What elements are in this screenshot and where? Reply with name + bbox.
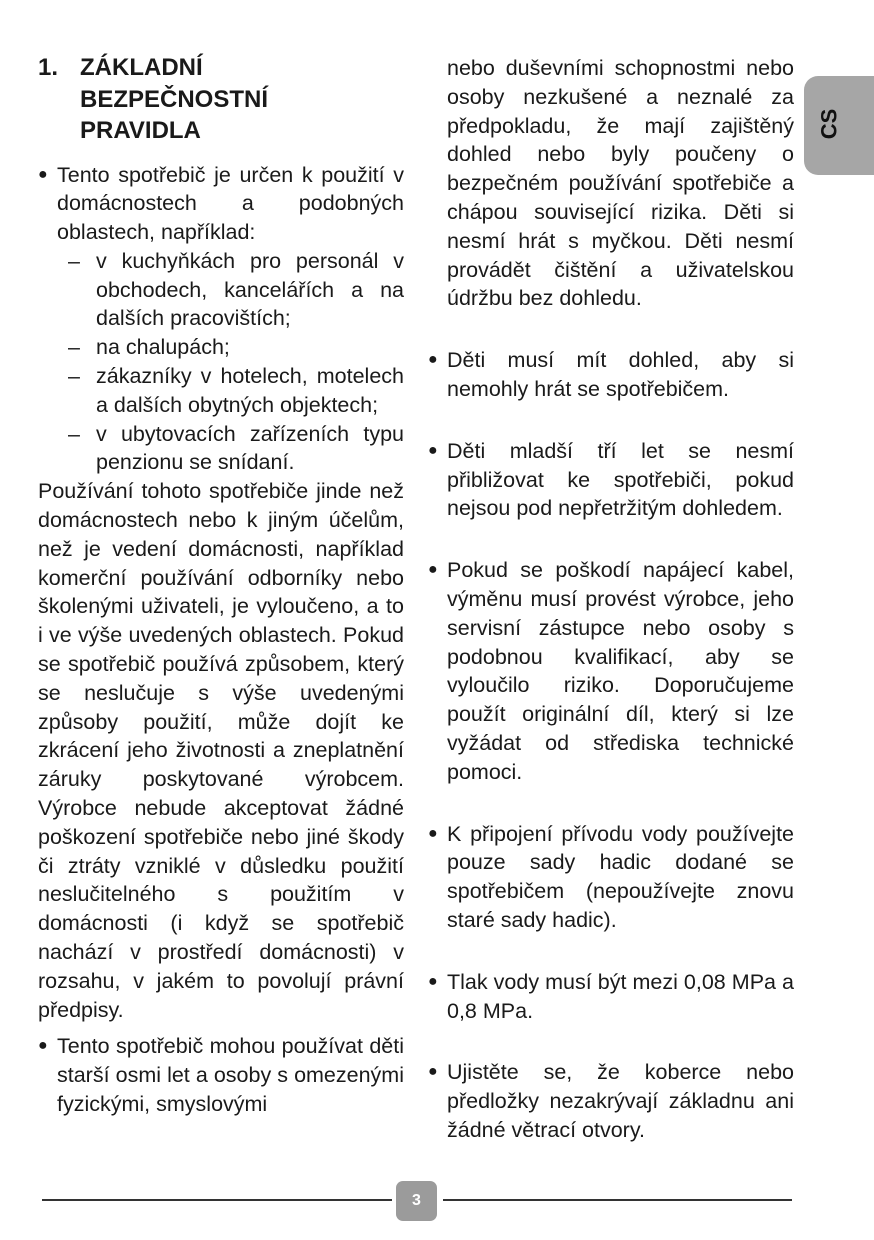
right-column: [428, 54, 794, 1145]
section-number: 1.: [38, 54, 59, 81]
language-tab: [804, 76, 874, 175]
bullet-item: [38, 1032, 404, 1118]
bullet-item: ● Tlak vody musí být mezi 0,08 MPa a 0,8 MPa.: [428, 968, 794, 1026]
dash-item: – v kuchyňkách pro personál v obchodech, kancelářích a na dalších pracovištích;: [96, 247, 404, 333]
footer-divider-left: [42, 1199, 392, 1201]
bullet-item: ● Ujistěte se, že koberce nebo předložky nezakrývají základnu ani žádné větrací otvory.: [428, 1058, 794, 1144]
bullet-text: ● Tento spotřebič mohou používat děti starší osmi let a osoby s omezenými fyzickými, smyslovými: [57, 1034, 404, 1116]
bullet-text: ● Tento spotřebič je určen k použití v domácnostech a podobných oblastech, například:: [57, 162, 404, 245]
section-title: [80, 52, 268, 147]
language-tab-label: CS: [816, 108, 842, 140]
dash-list: [38, 247, 404, 477]
dash-item: – zákazníky v hotelech, motelech a dalších obytných objektech;: [96, 362, 404, 420]
section-heading: [38, 52, 404, 147]
footer-divider-right: [443, 1199, 792, 1201]
section-title-line: BEZPEČNOSTNÍ: [80, 85, 269, 113]
section-title-line: PRAVIDLA: [80, 117, 201, 144]
body-paragraph: Používání tohoto spotřebiče jinde než domácnostech nebo k jiným účelům, než je vedení domácnosti, například komerční používání odborníky nebo školenými uživateli, je vyloučeno, a to i ve výše uvedených oblastech. Pokud se spotřebič používá způsobem, který se neslučuje s výše uvedenými způsoby použití, může dojít ke zkrácení jeho životnosti a zneplatnění záruky poskytované výrobcem. Výrobce nebude akceptovat žádné poškození spotřebiče nebo jiné škody či ztráty vzniklé v důsledku použití neslučitelného s použitím v domácnosti (i když se spotřebič nachází v prostředí domácnosti) v rozsahu, v jakém to povolují právní předpisy.: [38, 479, 404, 1022]
bullet-item: ● Děti mladší tří let se nesmí přibližovat ke spotřebiči, pokud nejsou pod nepřetržitým dohledem.: [428, 437, 794, 523]
dash-item: – na chalupách;: [96, 333, 404, 362]
bullet-item: ● Děti musí mít dohled, aby si nemohly hrát se spotřebičem.: [428, 346, 794, 404]
page-number: 3: [396, 1181, 437, 1221]
section-title-line: ZÁKLADNÍ: [80, 54, 203, 81]
dash-item: – v ubytovacích zařízeních typu penzionu se snídaní.: [96, 420, 404, 478]
bullet-item: ● K připojení přívodu vody používejte pouze sady hadic dodané se spotřebičem (nepoužívejte znovu staré sady hadic).: [428, 820, 794, 935]
bullet-item: ● Pokud se poškodí napájecí kabel, výměnu musí provést výrobce, jeho servisní zástupce nebo osoby s podobnou kvalifikací, aby se vyloučilo riziko. Doporučujeme použít originální díl, který si lze vyžádat od střediska technické pomoci.: [428, 556, 794, 786]
continued-text: nebo duševními schopnostmi nebo osoby nezkušené a neznalé za předpokladu, že mají zajištěný dohled nebo byly poučeny o bezpečném používání spotřebiče a chápou související rizika. Děti si nesmí hrát s myčkou. Děti nesmí provádět čištění a uživatelskou údržbu bez dohledu.: [447, 56, 794, 311]
left-column: [38, 52, 404, 1119]
bullet-item: [38, 161, 404, 247]
